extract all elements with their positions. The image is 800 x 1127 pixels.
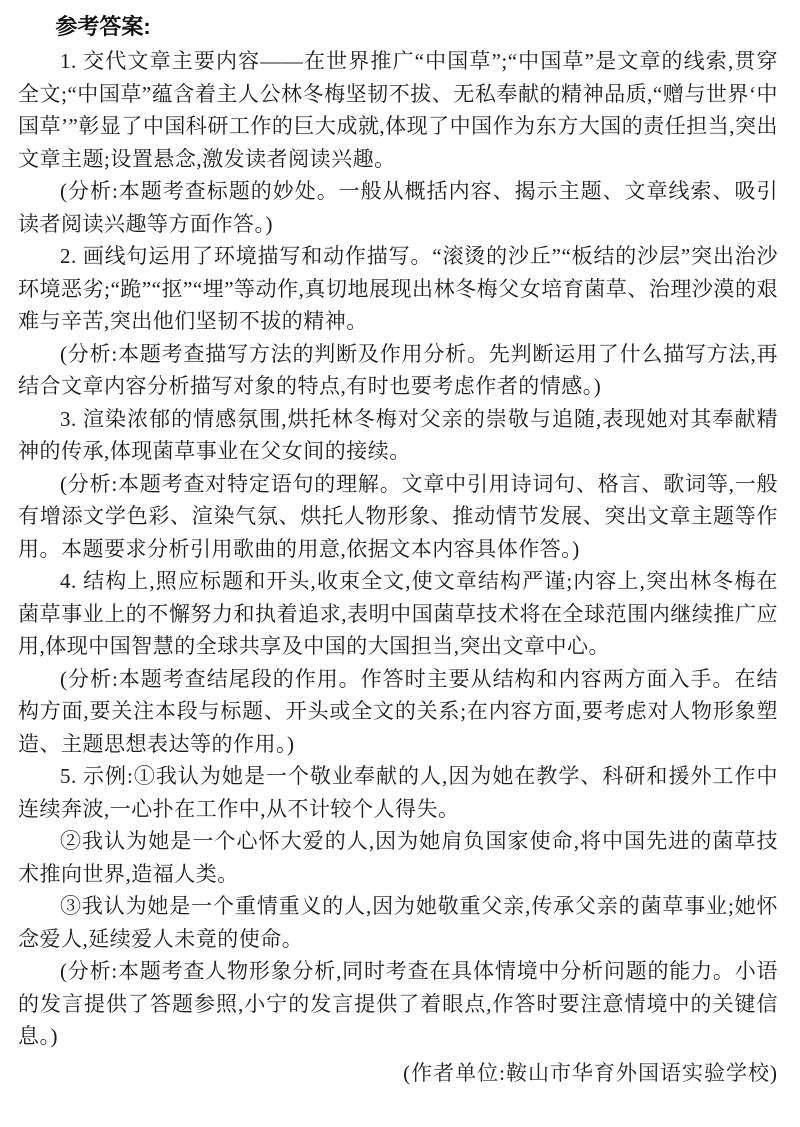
answer-paragraph-1: 1. 交代文章主要内容——在世界推广“中国草”;“中国草”是文章的线索,贯穿全文;“中国草”蕴含着主人公林冬梅坚韧不拔、无私奉献的精神品质,“赠与世界‘中国草’”彰显了中国科研工作的巨大成就,体现了中国作为东方大国的责任担当,突出文章主题;设置悬念,激发读者阅读兴趣。 xyxy=(18,49,778,171)
analysis-paragraph-3: (分析:本题考查对特定语句的理解。文章中引用诗词句、格言、歌词等,一般有增添文学色彩、渲染气氛、烘托人物形象、推动情节发展、突出文章主题等作用。本题要求分析引用歌曲的用意,依据文本内容具体作答。) xyxy=(18,471,778,561)
analysis-paragraph-4: (分析:本题考查结尾段的作用。作答时主要从结构和内容两方面入手。在结构方面,要关注本段与标题、开头或全文的关系;在内容方面,要考虑对人物形象塑造、主题思想表达等的作用。) xyxy=(18,666,778,756)
answer-paragraph-2: 2. 画线句运用了环境描写和动作描写。“滚烫的沙丘”“板结的沙层”突出治沙环境恶劣;“跪”“抠”“埋”等动作,真切地展现出林冬梅父女培育菌草、治理沙漠的艰难与辛苦,突出他们坚韧不拔的精神。 xyxy=(18,244,778,333)
answer-paragraph-5-example-1: 5. 示例:①我认为她是一个敬业奉献的人,因为她在教学、科研和援外工作中连续奔波,一心扑在工作中,从不计较个人得失。 xyxy=(18,764,778,821)
analysis-paragraph-5: (分析:本题考查人物形象分析,同时考查在具体情境中分析问题的能力。小语的发言提供了答题参照,小宁的发言提供了着眼点,作答时要注意情境中的关键信息。) xyxy=(18,959,778,1048)
answer-paragraph-5-example-3: ③我认为她是一个重情重义的人,因为她敬重父亲,传承父亲的菌草事业;她怀念爱人,延续爱人未竟的使命。 xyxy=(18,894,778,951)
author-unit-line: (作者单位:鞍山市华育外国语实验学校) xyxy=(403,1060,778,1085)
answer-paragraph-4: 4. 结构上,照应标题和开头,收束全文,使文章结构严谨;内容上,突出林冬梅在菌草事业上的不懈努力和执着追求,表明中国菌草技术将在全球范围内继续推广应用,体现中国智慧的全球共享及中国的大国担当,突出文章中心。 xyxy=(18,569,778,658)
answer-paragraph-3: 3. 渲染浓郁的情感氛围,烘托林冬梅对父亲的崇敬与追随,表现她对其奉献精神的传承,体现菌草事业在父女间的接续。 xyxy=(18,406,778,463)
analysis-paragraph-2: (分析:本题考查描写方法的判断及作用分析。先判断运用了什么描写方法,再结合文章内容分析描写对象的特点,有时也要考虑作者的情感。) xyxy=(18,341,778,398)
analysis-paragraph-1: (分析:本题考查标题的妙处。一般从概括内容、揭示主题、文章线索、吸引读者阅读兴趣等方面作答。) xyxy=(18,179,778,236)
page-title: 参考答案: xyxy=(55,14,151,39)
answer-paragraph-5-example-2: ②我认为她是一个心怀大爱的人,因为她肩负国家使命,将中国先进的菌草技术推向世界,造福人类。 xyxy=(18,829,778,886)
